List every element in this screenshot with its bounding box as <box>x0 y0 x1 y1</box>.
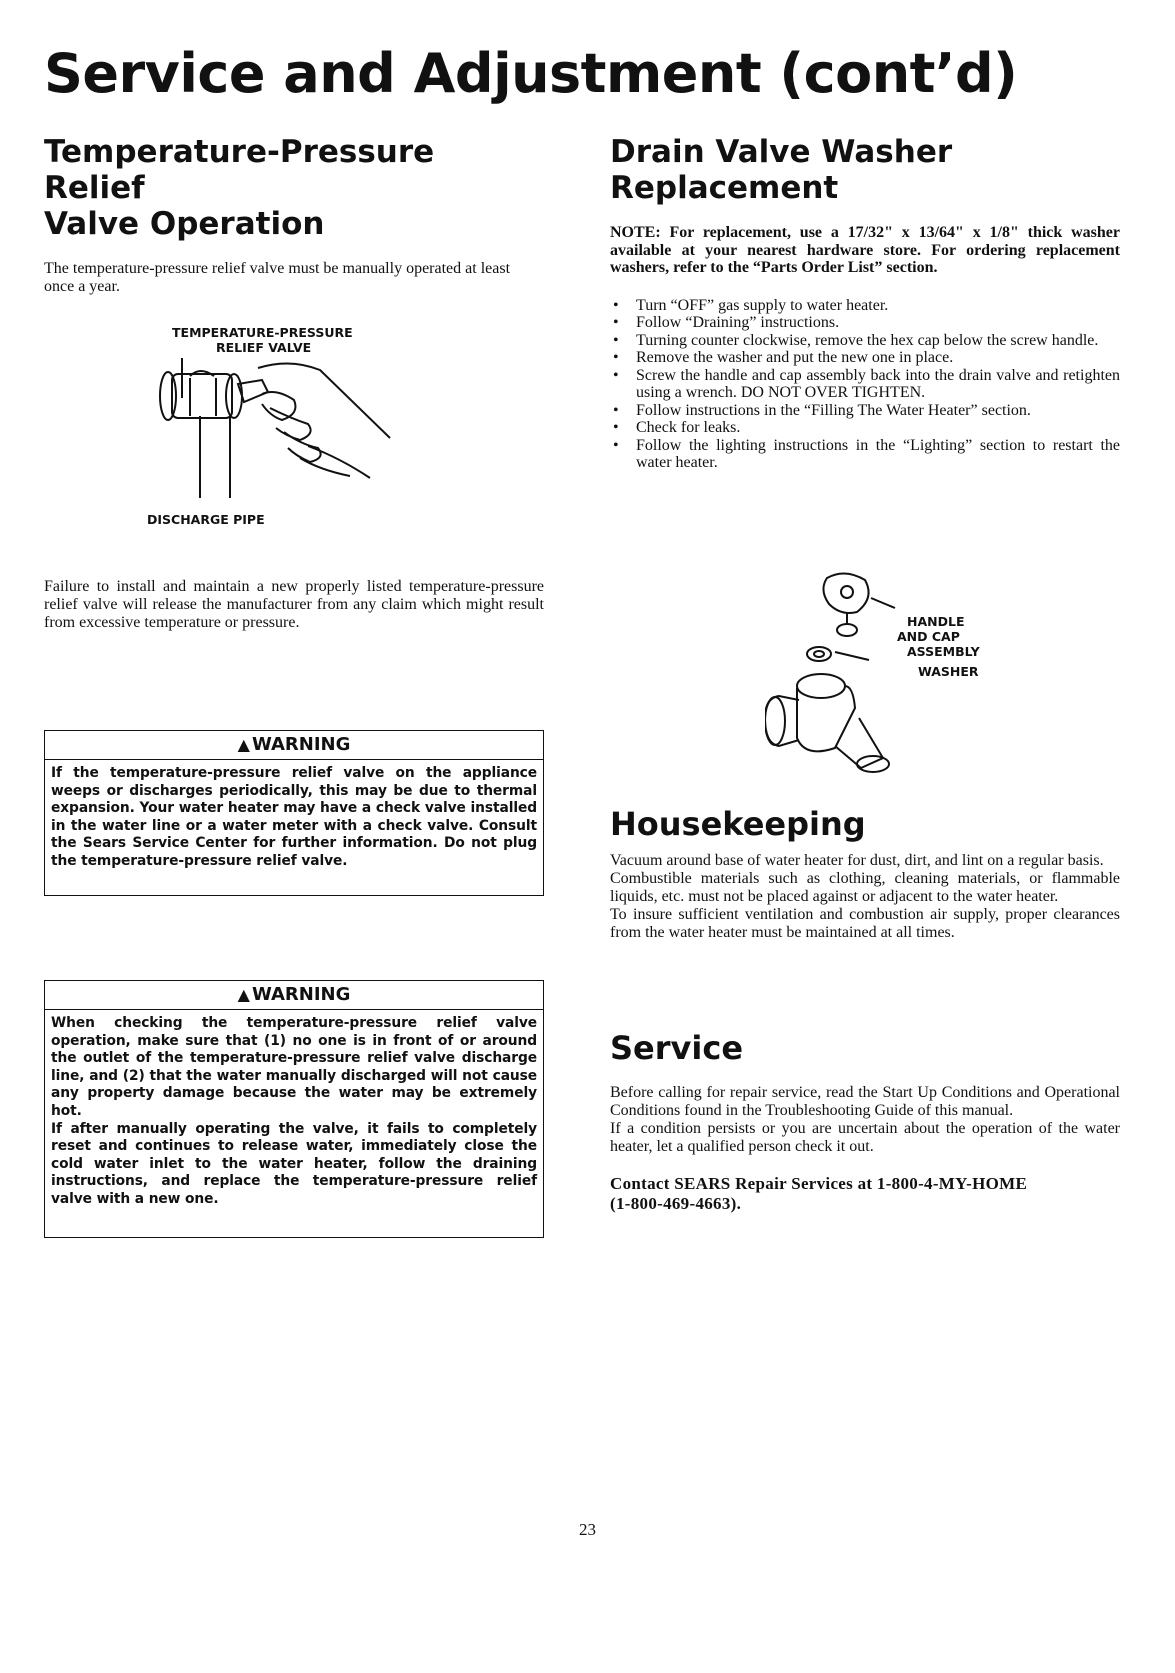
warning-2-title: WARNING <box>251 984 351 1005</box>
drain-section <box>610 134 1120 472</box>
warning-2-para2: If after manually operating the valve, it fails to completely reset and continues to release water, immediately close the cold water inlet to the water heater, follow the draining instructions, and replace the temperature-pressure relief valve with a new one. <box>51 1120 537 1207</box>
handle-label-line1: HANDLE <box>907 614 965 629</box>
warning-1-header <box>45 731 543 760</box>
drain-note: NOTE: For replacement, use a 17/32" x 13/64" x 1/8" thick washer available at your nearest hardware store. For ordering replacement washers, refer to the “Parts Order List” section. <box>610 224 1120 276</box>
handle-cap-label <box>897 614 997 659</box>
tpr-heading <box>44 134 544 242</box>
warning-box-1 <box>44 730 544 896</box>
tpr-label-line1: TEMPERATURE-PRESSURE <box>172 325 353 340</box>
drain-steps-list <box>610 297 1120 472</box>
warning-2-header <box>45 981 543 1010</box>
housekeeping-section <box>610 806 1120 942</box>
housekeeping-body <box>610 852 1120 942</box>
contact-line2: (1-800-469-4663). <box>610 1194 742 1213</box>
warning-2-para1: When checking the temperature-pressure relief valve operation, make sure that (1) no one is in front of or around the outlet of the temperature-pressure relief valve discharge line, and (2) that the water manually discharged will not cause any property damage because the water may be extremely hot. <box>51 1015 537 1119</box>
tpr-heading-line2: Valve Operation <box>44 206 325 242</box>
tpr-section <box>44 134 544 296</box>
list-item: • Follow the lighting instructions in the “Lighting” section to restart the water heater. <box>610 437 1120 472</box>
handle-label-line3: ASSEMBLY <box>907 644 980 659</box>
drain-heading-line2: Replacement <box>610 170 839 206</box>
service-p2: If a condition persists or you are uncertain about the operation of the water heater, let a qualified person check it out. <box>610 1120 1120 1155</box>
housekeeping-heading: Housekeeping <box>610 805 866 843</box>
list-item: • Remove the washer and put the new one in place. <box>610 349 1120 367</box>
tpr-figure-label-top <box>172 325 412 355</box>
list-item: • Screw the handle and cap assembly back into the drain valve and retighten using a wrench. DO NOT OVER TIGHTEN. <box>610 367 1120 402</box>
warning-1-title: WARNING <box>251 734 351 755</box>
warning-2-body <box>45 1010 543 1214</box>
warning-triangle-icon: ▲ <box>237 735 250 754</box>
list-item: • Follow instructions in the “Filling The Water Heater” section. <box>610 402 1120 420</box>
failure-text: Failure to install and maintain a new properly listed temperature-pressure relief valve will release the manufacturer from any claim which might result from excessive temperature or pressure. <box>44 578 544 631</box>
tpr-label-line2: RELIEF VALVE <box>216 340 312 355</box>
washer-label: WASHER <box>918 664 979 679</box>
service-body <box>610 1084 1120 1156</box>
handle-label-line2: AND CAP <box>897 629 960 644</box>
service-p1: Before calling for repair service, read the Start Up Conditions and Operational Conditions found in the Troubleshooting Guide of this manual. <box>610 1084 1120 1119</box>
tpr-valve-illustration <box>150 358 410 498</box>
housekeeping-p3: To insure sufficient ventilation and combustion air supply, proper clearances from the water heater must be maintained at all times. <box>610 906 1120 941</box>
drain-valve-illustration <box>765 568 935 778</box>
page-number: 23 <box>579 1520 596 1539</box>
service-section <box>610 1030 1120 1214</box>
warning-1-body: If the temperature-pressure relief valve on the appliance weeps or discharges periodically, this may be due to thermal expansion. Your water heater may have a check valve installed in the water line or a water meter with a check valve. Consult the Sears Service Center for further information. Do not plug the temperature-pressure relief valve. <box>51 765 537 869</box>
housekeeping-p2: Combustible materials such as clothing, cleaning materials, or flammable liquids, etc. must not be placed against or adjacent to the water heater. <box>610 870 1120 905</box>
list-item: • Turn “OFF” gas supply to water heater. <box>610 297 1120 315</box>
drain-heading-line1: Drain Valve Washer <box>610 134 953 170</box>
list-item: • Turning counter clockwise, remove the hex cap below the screw handle. <box>610 332 1120 350</box>
drain-heading <box>610 134 1120 206</box>
service-heading: Service <box>610 1029 744 1067</box>
warning-triangle-icon: ▲ <box>237 985 250 1004</box>
discharge-pipe-label: DISCHARGE PIPE <box>147 512 265 527</box>
warning-box-2 <box>44 980 544 1238</box>
contact-line1: Contact SEARS Repair Services at 1-800-4-MY-HOME <box>610 1174 1028 1193</box>
page-title: Service and Adjustment (cont’d) <box>44 42 1018 105</box>
tpr-intro: The temperature-pressure relief valve must be manually operated at least once a year. <box>44 260 511 295</box>
contact-info <box>610 1174 1120 1214</box>
tpr-heading-line1: Temperature-Pressure Relief <box>44 134 435 206</box>
list-item: • Follow “Draining” instructions. <box>610 314 1120 332</box>
housekeeping-p1: Vacuum around base of water heater for dust, dirt, and lint on a regular basis. <box>610 852 1104 869</box>
list-item: • Check for leaks. <box>610 419 1120 437</box>
